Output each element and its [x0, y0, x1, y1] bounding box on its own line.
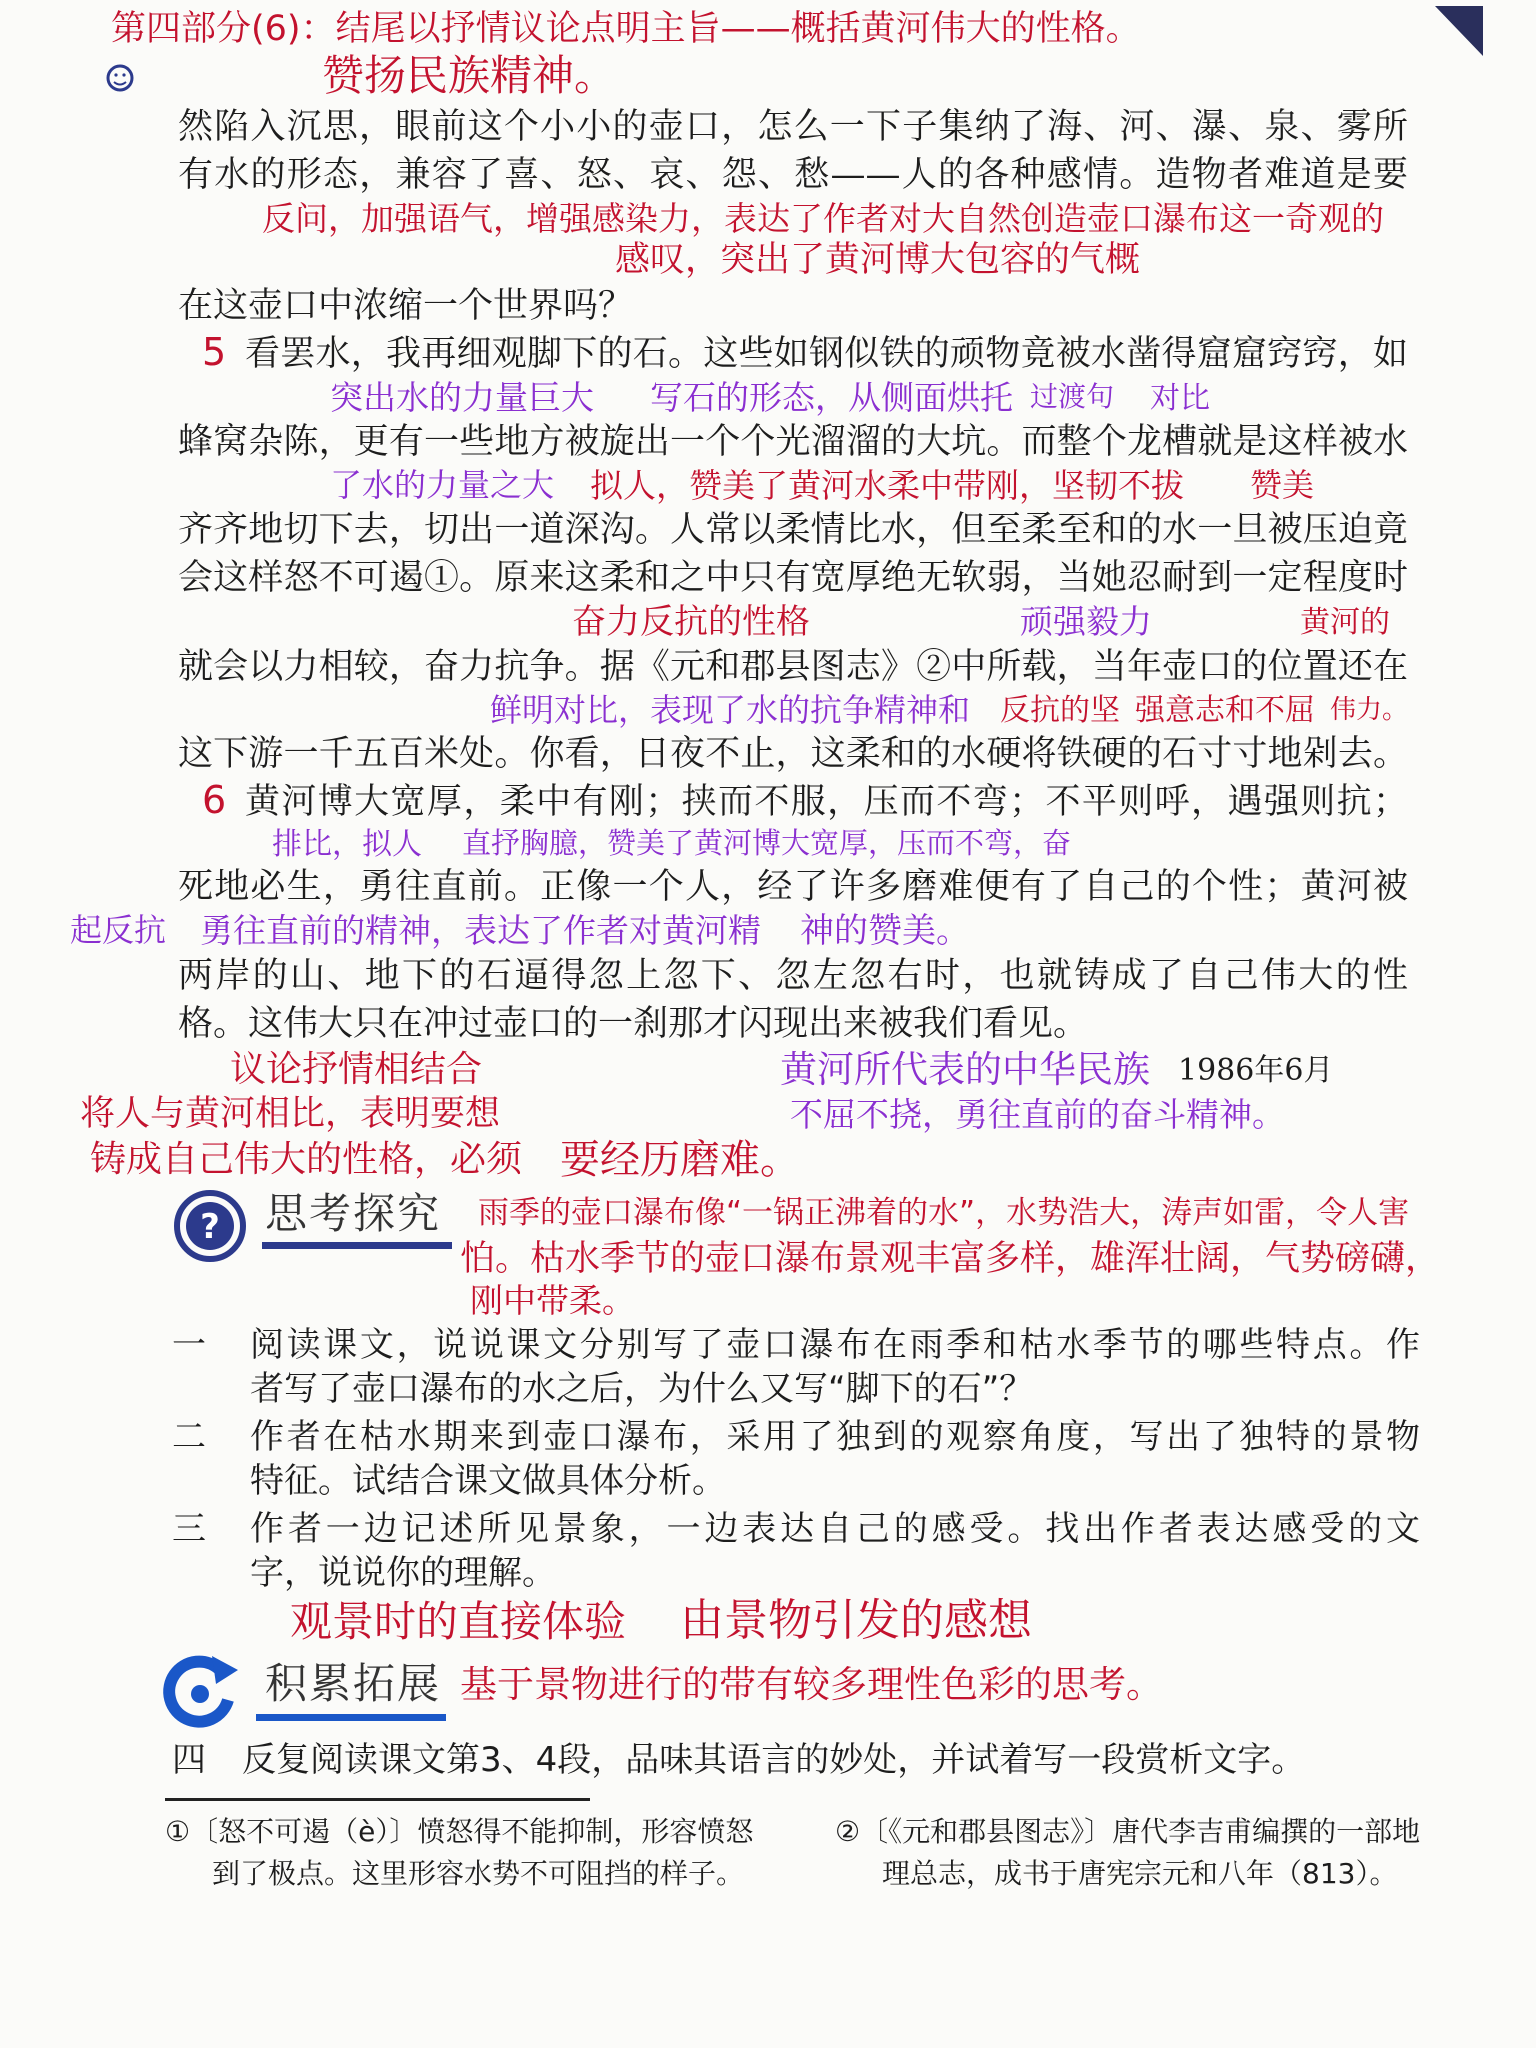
annotation: 反问，加强语气，增强感染力，表达了作者对大自然创造壶口瀑布这一奇观的 [262, 199, 1384, 238]
section-underline [262, 1242, 452, 1249]
footnote-line: ②〔《元和郡县图志》〕唐代李吉甫编撰的一部地 [835, 1815, 1421, 1848]
section-title: 积累拓展 [265, 1659, 442, 1708]
question-circle-icon [172, 1188, 248, 1264]
annotation: 将人与黄河相比，表明要想 [80, 1094, 501, 1134]
annotation: 黄河的 [1300, 605, 1390, 640]
annotation: 由景物引发的感想 [680, 1595, 1032, 1646]
annotation: 感叹，突出了黄河博大包容的气概 [615, 240, 1141, 280]
refresh-arrow-icon [160, 1652, 244, 1732]
annotation: 不屈不挠，勇往直前的奋斗精神。 [790, 1095, 1285, 1134]
footnote-line: 理总志，成书于唐宪宗元和八年（813）。 [882, 1857, 1398, 1890]
annotation: 直抒胸臆，赞美了黄河博大宽厚，压而不弯，奋 [462, 826, 1072, 860]
annotation: 勇往直前的精神，表达了作者对黄河精 [200, 911, 761, 950]
body-line: 这下游一千五百米处。你看，日夜不止，这柔和的水硬将铁硬的石寸寸地剁去。 [178, 734, 1408, 774]
body-line: 两岸的山、地下的石逼得忽上忽下、忽左忽右时，也就铸成了自己伟大的性 [178, 956, 1408, 996]
annotation: 赞扬民族精神。 [322, 51, 617, 100]
svg-text:?: ? [200, 1207, 220, 1247]
annotation: 雨季的壶口瀑布像“一锅正沸着的水”，水势浩大，涛声如雷，令人害 [478, 1195, 1410, 1231]
body-line: 在这壶口中浓缩一个世界吗？ [178, 286, 634, 326]
annotation: 起反抗 [70, 911, 167, 949]
section-title: 思考探究 [265, 1189, 442, 1238]
question-number: 一 [172, 1325, 206, 1365]
question-line: 作者一边记述所见景象，一边表达自己的感受。找出作者表达感受的文 [250, 1509, 1420, 1549]
annotation: 要经历磨难。 [560, 1137, 800, 1183]
annotation: 过渡句 [1030, 380, 1115, 413]
question-line: 者写了壶口瀑布的水之后，为什么又写“脚下的石”？ [250, 1369, 1034, 1409]
body-line: 死地必生，勇往直前。正像一个人，经了许多磨难便有了自己的个性；黄河被 [178, 867, 1408, 907]
question-number: 三 [172, 1509, 206, 1549]
question-number: 二 [172, 1417, 206, 1457]
body-line: 格。这伟大只在冲过壶口的一刹那才闪现出来被我们看见。 [178, 1004, 1089, 1044]
question-line: 作者在枯水期来到壶口瀑布，采用了独到的观察角度，写出了独特的景物 [250, 1417, 1420, 1457]
date-line: 1986年6月 [1178, 1053, 1334, 1088]
annotation: 反抗的坚 [1000, 693, 1120, 728]
body-line: 黄河博大宽厚，柔中有刚；挟而不服，压而不弯；不平则呼，遇强则抗； [245, 782, 1408, 822]
annotation: 观景时的直接体验 [290, 1597, 627, 1646]
annotation: 赞美 [1250, 466, 1315, 504]
smiley-icon [108, 66, 132, 90]
annotation: 了水的力量之大 [330, 466, 555, 504]
section-underline [256, 1714, 446, 1721]
footnote-divider [165, 1798, 590, 1801]
annotation: 拟人，赞美了黄河水柔中带刚，坚韧不拔 [590, 466, 1184, 505]
annotation: 黄河所代表的中华民族 [780, 1048, 1150, 1091]
annotation: 神的赞美。 [800, 911, 970, 951]
body-line: 齐齐地切下去，切出一道深沟。人常以柔情比水，但至柔至和的水一旦被压迫竟 [178, 510, 1408, 550]
annotation: 5 [202, 330, 227, 374]
page-corner-triangle [1435, 6, 1483, 56]
body-line: 看罢水，我再细观脚下的石。这些如钢似铁的顽物竟被水凿得窟窟窍窍，如 [245, 334, 1408, 374]
body-line: 蜂窝杂陈，更有一些地方被旋出一个个光溜溜的大坑。而整个龙槽就是这样被水 [178, 422, 1408, 462]
annotation: 鲜明对比，表现了水的抗争精神和 [490, 691, 971, 729]
annotation: 伟力。 [1330, 695, 1409, 725]
annotation: 排比，拟人 [272, 827, 422, 862]
annotation: 议论抒情相结合 [230, 1049, 483, 1090]
annotation: 对比 [1150, 381, 1210, 416]
question-number: 四 [172, 1740, 206, 1780]
question-line: 特征。试结合课文做具体分析。 [250, 1461, 726, 1501]
footnote-line: ①〔怒不可遏（è）〕愤怒得不能抑制，形容愤怒 [165, 1815, 754, 1848]
annotation: 刚中带柔。 [470, 1281, 635, 1320]
annotation: 6 [202, 778, 227, 822]
body-line: 有水的形态，兼容了喜、怒、哀、怨、愁——人的各种感情。造物者难道是要 [178, 155, 1408, 195]
footnote-line: 到了极点。这里形容水势不可阻挡的样子。 [212, 1857, 745, 1890]
annotation: 强意志和不屈 [1135, 693, 1315, 728]
annotation: 突出水的力量巨大 [330, 378, 594, 417]
annotation: 基于景物进行的带有较多理性色彩的思考。 [460, 1663, 1163, 1706]
body-line: 然陷入沉思，眼前这个小小的壶口，怎么一下子集纳了海、河、瀑、泉、雾所 [178, 107, 1408, 147]
annotation: 写石的形态，从侧面烘托 [650, 378, 1013, 417]
body-line: 会这样怒不可遏①。原来这柔和之中只有宽厚绝无软弱，当她忍耐到一定程度时 [178, 558, 1408, 598]
annotation: 第四部分(6)：结尾以抒情议论点明主旨——概括黄河伟大的性格。 [111, 9, 1141, 49]
annotation: 怕。枯水季节的壶口瀑布景观丰富多样，雄浑壮阔，气势磅礴， [460, 1239, 1441, 1279]
question-line: 字，说说你的理解。 [250, 1553, 556, 1593]
body-line: 就会以力相较，奋力抗争。据《元和郡县图志》②中所载，当年壶口的位置还在 [178, 647, 1408, 687]
annotation: 铸成自己伟大的性格，必须 [90, 1139, 523, 1180]
question-line: 反复阅读课文第3、4段，品味其语言的妙处，并试着写一段赏析文字。 [242, 1740, 1306, 1780]
annotation: 顽强毅力 [1020, 602, 1152, 641]
question-line: 阅读课文，说说课文分别写了壶口瀑布在雨季和枯水季节的哪些特点。作 [250, 1325, 1420, 1365]
annotation: 奋力反抗的性格 [572, 602, 810, 642]
